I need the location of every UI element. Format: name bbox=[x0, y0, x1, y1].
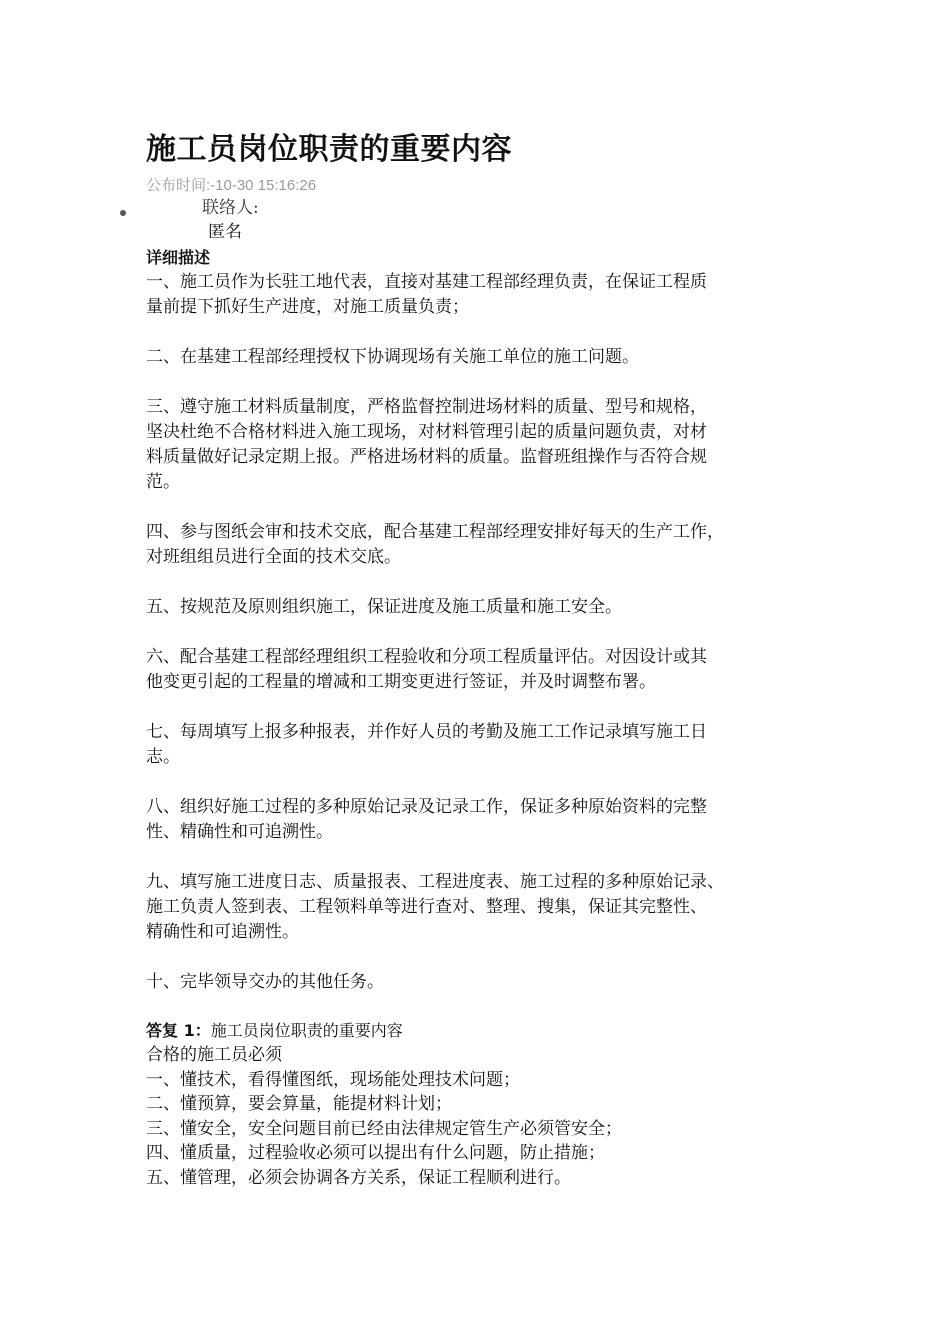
paragraph: 二、在基建工程部经理授权下协调现场有关施工单位的施工问题。 bbox=[146, 347, 639, 367]
bullet-icon bbox=[120, 210, 126, 216]
paragraph: 八、组织好施工过程的多种原始记录及记录工作，保证多种原始资料的完整 性、精确性和可追溯性。 bbox=[146, 797, 707, 842]
reply-label: 答复 1： bbox=[146, 1021, 211, 1040]
contact-label: 联络人: bbox=[202, 198, 259, 218]
paragraph: 七、每周填写上报多种报表，并作好人员的考勤及施工工作记录填写施工日 志。 bbox=[146, 722, 707, 767]
article bbox=[146, 128, 826, 1190]
publish-time: 公布时间:-10-30 15:16:26 bbox=[146, 177, 317, 194]
reply-line: 二、懂预算，要会算量，能提材料计划； bbox=[146, 1094, 452, 1114]
reply-title: 施工员岗位职责的重要内容 bbox=[210, 1021, 403, 1040]
article-body bbox=[146, 270, 826, 995]
paragraph: 九、填写施工进度日志、质量报表、工程进度表、施工过程的多种原始记录、 施工负责人签到表、工程领料单等进行查对、整理、搜集，保证其完整性、 精确性和可追溯性。 bbox=[146, 872, 724, 942]
detail-heading: 详细描述 bbox=[146, 248, 211, 267]
paragraph: 十、完毕领导交办的其他任务。 bbox=[146, 972, 384, 992]
paragraph: 三、遵守施工材料质量制度，严格监督控制进场材料的质量、型号和规格， 坚决杜绝不合格材料进入施工现场，对材料管理引起的质量问题负责，对材 料质量做好记录定期上报。严格进场材料的质量。监督班组操作与否符合规 范。 bbox=[146, 397, 707, 492]
reply-line: 五、懂管理，必须会协调各方关系，保证工程顺利进行。 bbox=[146, 1167, 571, 1188]
reply-heading bbox=[146, 1018, 826, 1043]
paragraph: 四、参与图纸会审和技术交底，配合基建工程部经理安排好每天的生产工作， 对班组组员进行全面的技术交底。 bbox=[146, 522, 724, 567]
reply-line: 三、懂安全，安全问题目前已经由法律规定管生产必须管安全； bbox=[146, 1118, 622, 1139]
paragraph: 六、配合基建工程部经理组织工程验收和分项工程质量评估。对因设计或其 他变更引起的工程量的增减和工期变更进行签证，并及时调整布署。 bbox=[146, 647, 707, 692]
article-title: 施工员岗位职责的重要内容 bbox=[146, 132, 512, 167]
reply-line: 合格的施工员必须 bbox=[146, 1045, 282, 1065]
paragraph: 一、施工员作为长驻工地代表，直接对基建工程部经理负责，在保证工程质 量前提下抓好生产进度，对施工质量负责； bbox=[146, 272, 707, 317]
contact-value: 匿名 bbox=[208, 222, 242, 242]
reply-line: 一、懂技术，看得懂图纸，现场能处理技术问题； bbox=[146, 1069, 520, 1090]
reply-body bbox=[146, 1043, 826, 1190]
reply-line: 四、懂质量，过程验收必须可以提出有什么问题，防止措施； bbox=[146, 1143, 605, 1163]
paragraph: 五、按规范及原则组织施工，保证进度及施工质量和施工安全。 bbox=[146, 597, 622, 617]
